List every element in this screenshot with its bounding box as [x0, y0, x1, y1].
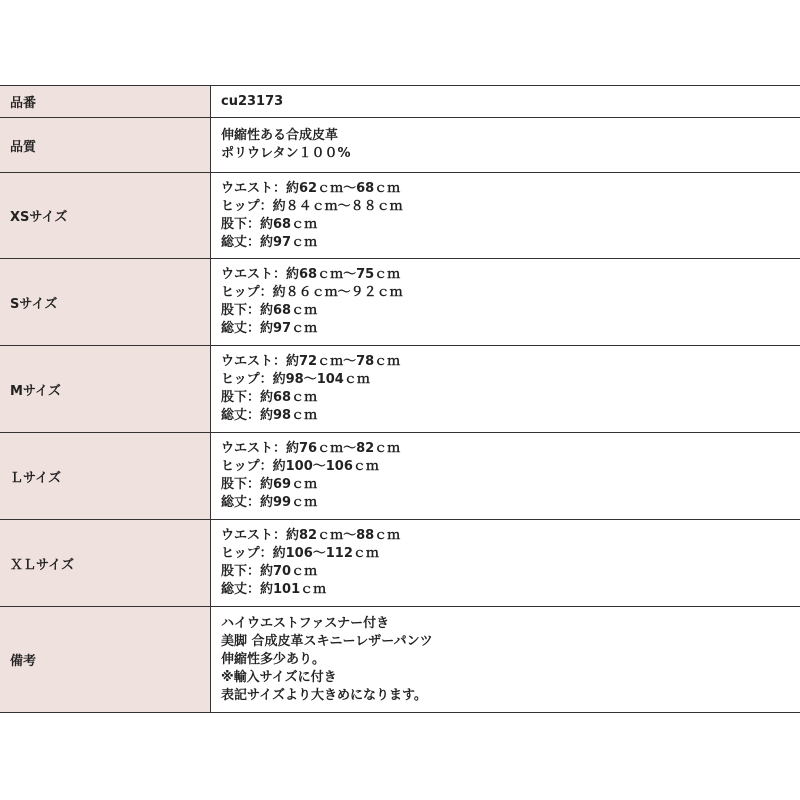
spec-value-line: ヒップ：約100～106ｃｍ [221, 459, 379, 474]
spec-value-line: ハイウエストファスナー付き [221, 615, 390, 631]
spec-label: 品番 [0, 86, 211, 118]
spec-label: Ｌサイズ [0, 433, 211, 520]
spec-row-size-m [0, 346, 800, 433]
spec-value [211, 346, 800, 433]
spec-value-line: 股下：約68ｃｍ [221, 216, 318, 232]
spec-value-line: 総丈：約99ｃｍ [221, 495, 318, 510]
spec-value [211, 433, 800, 520]
spec-value-line: cu23173 [221, 93, 284, 109]
spec-label: ＸＬサイズ [0, 520, 211, 607]
spec-row-material [0, 118, 800, 173]
spec-label: Mサイズ [0, 346, 211, 433]
spec-value [211, 173, 800, 259]
spec-value-line: ウエスト：約82ｃｍ～88ｃｍ [221, 528, 401, 543]
spec-row-size-xl [0, 520, 800, 607]
spec-value-line: ヒップ：約８４ｃｍ～８８ｃｍ [221, 198, 403, 214]
spec-value-line: 美脚 合成皮革スキニーレザーパンツ [221, 633, 433, 649]
spec-row-size-xs [0, 173, 800, 259]
spec-value-line: 総丈：約98ｃｍ [221, 408, 318, 423]
spec-value-line: ※輸入サイズに付き [221, 669, 337, 685]
spec-label: 品質 [0, 118, 211, 173]
spec-row-size-l [0, 433, 800, 520]
spec-value-line: ウエスト：約72ｃｍ～78ｃｍ [221, 354, 401, 369]
spec-value-line: ポリウレタン１００% [221, 146, 351, 161]
spec-value [211, 118, 800, 173]
spec-value [211, 520, 800, 607]
spec-value-line: ウエスト：約62ｃｍ～68ｃｍ [221, 180, 401, 196]
spec-label: Sサイズ [0, 259, 211, 346]
spec-value [211, 86, 800, 118]
spec-value-line: 総丈：約97ｃｍ [221, 234, 318, 250]
spec-row-notes [0, 607, 800, 713]
spec-value-line: 股下：約69ｃｍ [221, 477, 318, 492]
spec-value [211, 607, 800, 713]
spec-value-line: 伸縮性多少あり。 [221, 651, 326, 667]
product-spec-table [0, 85, 800, 713]
spec-label: 備考 [0, 607, 211, 713]
spec-value-line: ヒップ：約106～112ｃｍ [221, 546, 379, 561]
spec-value-line: 股下：約68ｃｍ [221, 390, 318, 405]
spec-value-line: 股下：約70ｃｍ [221, 564, 318, 579]
spec-value-line: ウエスト：約76ｃｍ～82ｃｍ [221, 441, 401, 456]
spec-row-product-number [0, 86, 800, 118]
spec-value-line: 股下：約68ｃｍ [221, 303, 318, 318]
spec-row-size-s [0, 259, 800, 346]
spec-label: XSサイズ [0, 173, 211, 259]
spec-value-line: 表記サイズより大きめになります。 [221, 687, 427, 703]
spec-value-line: ヒップ：約８６ｃｍ～９２ｃｍ [221, 285, 403, 300]
spec-value-line: ウエスト：約68ｃｍ～75ｃｍ [221, 267, 401, 282]
spec-value-line: 総丈：約97ｃｍ [221, 321, 318, 336]
spec-value-line: 総丈：約101ｃｍ [221, 582, 327, 597]
spec-value-line: ヒップ：約98～104ｃｍ [221, 372, 370, 387]
spec-value-line: 伸縮性ある合成皮革 [221, 128, 339, 143]
spec-value [211, 259, 800, 346]
